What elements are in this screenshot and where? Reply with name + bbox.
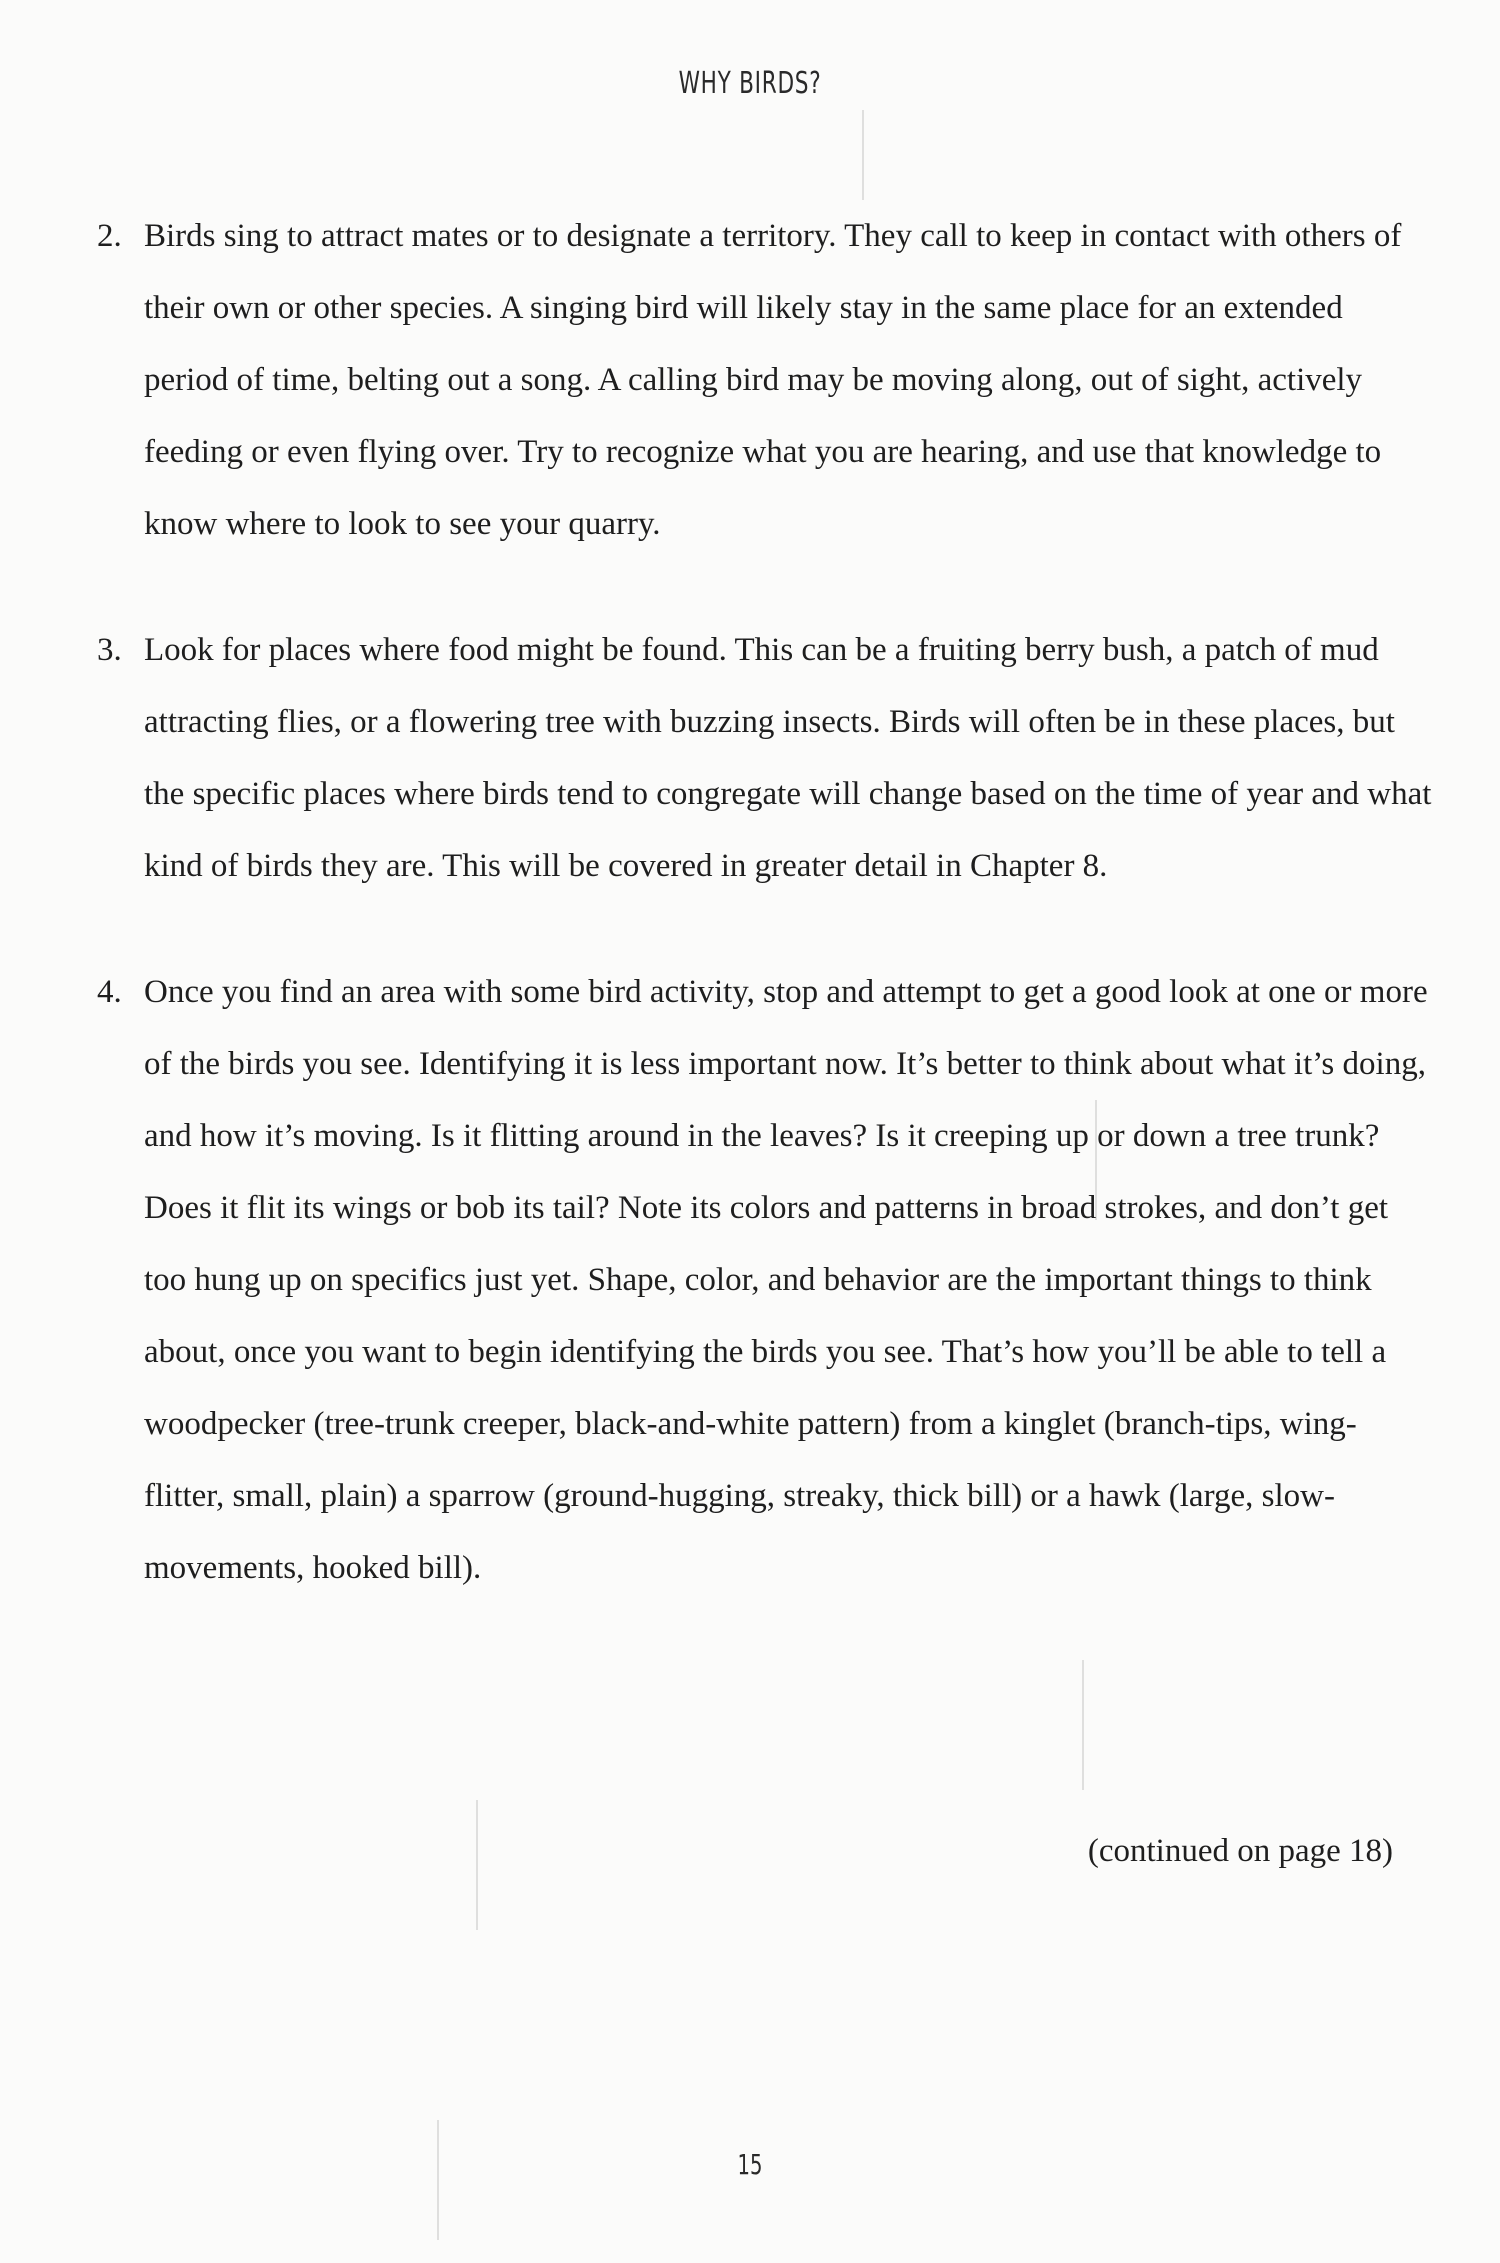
- item-number: 2.: [97, 218, 122, 254]
- list-item: [97, 200, 1432, 560]
- scan-mark: [476, 1800, 478, 1930]
- scan-mark: [862, 110, 864, 200]
- continued-note: (continued on page 18): [1087, 1833, 1393, 1869]
- numbered-list: [97, 200, 1432, 1658]
- running-head: WHY BIRDS?: [678, 66, 822, 101]
- list-item: [97, 614, 1432, 902]
- item-text: Look for places where food might be found. This can be a fruiting berry bush, a patch of mud attracting flies, or a flowering tree with buzzing insects. Birds will often be in these places, but the specific places where birds tend to congregate will change based on the time of year and what kind of birds they are. This will be covered in greater detail in Chapter 8.: [144, 632, 1432, 884]
- scan-mark: [1082, 1660, 1084, 1790]
- item-number: 4.: [97, 974, 122, 1010]
- list-item: [97, 956, 1432, 1604]
- page-number: 15: [737, 2148, 763, 2181]
- item-number: 3.: [97, 632, 122, 668]
- item-text: Birds sing to attract mates or to designate a territory. They call to keep in contact with others of their own or other species. A singing bird will likely stay in the same place for an extended period of time, belting out a song. A calling bird may be moving along, out of sight, actively feeding or even flying over. Try to recognize what you are hearing, and use that knowledge to know where to look to see your quarry.: [144, 218, 1402, 542]
- item-text: Once you find an area with some bird activity, stop and attempt to get a good look at one or more of the birds you see. Identifying it is less important now. It’s better to think about what it’s doing, and how it’s moving. Is it flitting around in the leaves? Is it creeping up or down a tree trunk? Does it flit its wings or bob its tail? Note its colors and patterns in broad strokes, and don’t get too hung up on specifics just yet. Shape, color, and behavior are the important things to think about, once you want to begin identifying the birds you see. That’s how you’ll be able to tell a woodpecker (tree-trunk creeper, black-and-white pattern) from a kinglet (branch-tips, wing-flitter, small, plain) a sparrow (ground-hugging, streaky, thick bill) or a hawk (large, slow-movements, hooked bill).: [144, 974, 1428, 1586]
